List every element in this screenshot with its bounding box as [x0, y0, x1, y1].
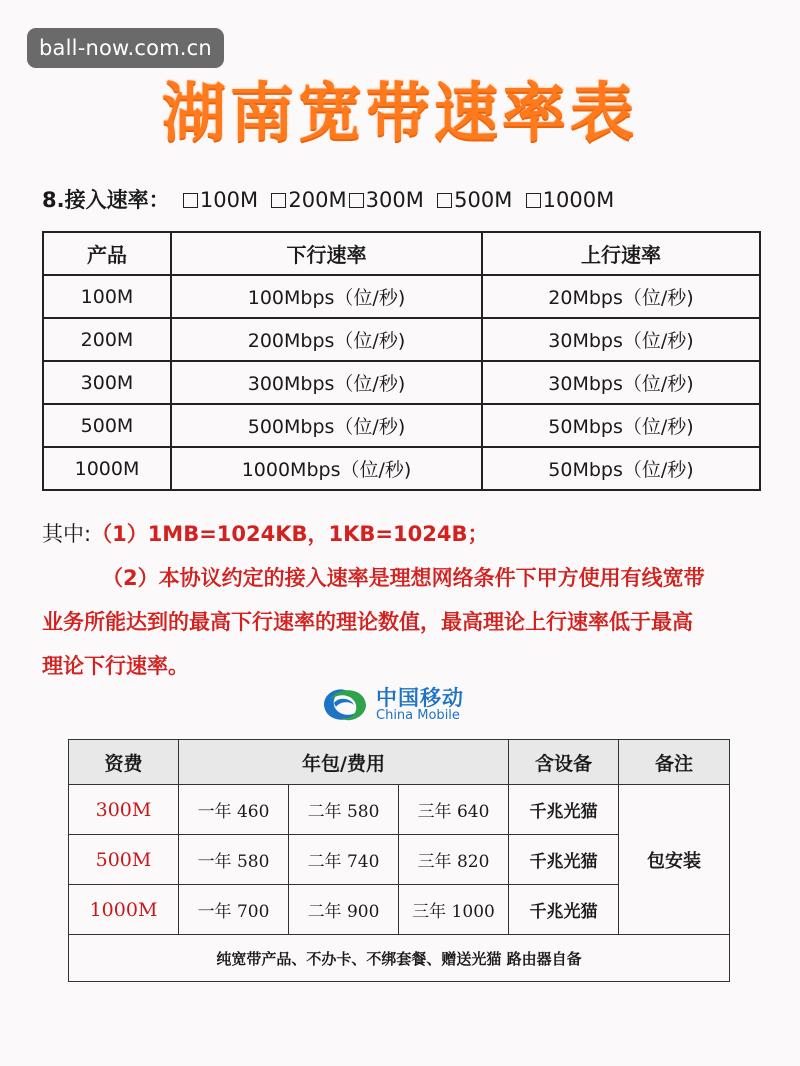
product-cell: 100M [43, 275, 171, 318]
package-cell: 1000M [69, 885, 179, 935]
remark-cell: 包安装 [619, 785, 730, 935]
year2-cell: 二年 580 [289, 785, 399, 835]
table-row [43, 404, 760, 447]
year1-cell: 一年 580 [179, 835, 289, 885]
fee-footer-row [69, 935, 730, 982]
device-cell: 千兆光猫 [509, 835, 619, 885]
notes [42, 512, 762, 688]
uplink-cell: 50Mbps（位/秒) [482, 447, 760, 490]
table-row [43, 447, 760, 490]
header-annual-package: 年包/费用 [179, 740, 509, 785]
uplink-cell: 20Mbps（位/秒) [482, 275, 760, 318]
year3-cell: 三年 1000 [399, 885, 509, 935]
device-cell: 千兆光猫 [509, 785, 619, 835]
rate-option-100m: 100M [183, 188, 258, 212]
year3-cell: 三年 640 [399, 785, 509, 835]
header-uplink: 上行速率 [482, 232, 760, 275]
table-row [43, 361, 760, 404]
china-mobile-icon [320, 683, 370, 727]
year2-cell: 二年 900 [289, 885, 399, 935]
header-fee: 资费 [69, 740, 179, 785]
year3-cell: 三年 820 [399, 835, 509, 885]
header-downlink: 下行速率 [171, 232, 482, 275]
note-2-line-3: 理论下行速率。 [42, 654, 189, 678]
uplink-cell: 30Mbps（位/秒) [482, 361, 760, 404]
header-device: 含设备 [509, 740, 619, 785]
checkbox-icon [183, 193, 198, 208]
note-1: 其中:（1）1MB=1024KB，1KB=1024B； [42, 522, 489, 546]
rate-option-500m: 500M [437, 188, 512, 212]
package-cell: 500M [69, 835, 179, 885]
rate-option-1000m: 1000M [526, 188, 615, 212]
rate-option-300m: 300M [349, 188, 424, 212]
fee-header-row [69, 740, 730, 785]
watermark: ball-now.com.cn [27, 28, 224, 68]
access-rate-label: 8.接入速率： [42, 188, 170, 212]
product-cell: 500M [43, 404, 171, 447]
china-mobile-logo [320, 682, 490, 728]
downlink-cell: 100Mbps（位/秒) [171, 275, 482, 318]
product-cell: 300M [43, 361, 171, 404]
note-2-line-1: （2）本协议约定的接入速率是理想网络条件下甲方使用有线宽带 [102, 566, 705, 590]
device-cell: 千兆光猫 [509, 885, 619, 935]
year1-cell: 一年 700 [179, 885, 289, 935]
checkbox-icon [349, 193, 364, 208]
downlink-cell: 300Mbps（位/秒) [171, 361, 482, 404]
speed-table [42, 231, 761, 491]
product-cell: 1000M [43, 447, 171, 490]
rate-option-200m: 200M [271, 188, 346, 212]
checkbox-icon [526, 193, 541, 208]
downlink-cell: 200Mbps（位/秒) [171, 318, 482, 361]
table-row [43, 318, 760, 361]
access-rate-line [42, 184, 614, 214]
note-2-line-2: 业务所能达到的最高下行速率的理论数值，最高理论上行速率低于最高 [42, 610, 693, 634]
header-product: 产品 [43, 232, 171, 275]
uplink-cell: 50Mbps（位/秒) [482, 404, 760, 447]
page-title: 湖南宽带速率表 [162, 77, 638, 151]
fee-table [68, 739, 730, 982]
uplink-cell: 30Mbps（位/秒) [482, 318, 760, 361]
checkbox-icon [437, 193, 452, 208]
year2-cell: 二年 740 [289, 835, 399, 885]
logo-cn-text: 中国移动 [376, 686, 464, 710]
table-row [43, 275, 760, 318]
year1-cell: 一年 460 [179, 785, 289, 835]
table-row [69, 785, 730, 835]
notes-lead: 其中: [42, 522, 92, 546]
product-cell: 200M [43, 318, 171, 361]
checkbox-icon [271, 193, 286, 208]
logo-en-text: China Mobile [376, 708, 460, 723]
package-cell: 300M [69, 785, 179, 835]
table-header-row [43, 232, 760, 275]
downlink-cell: 1000Mbps（位/秒) [171, 447, 482, 490]
header-remark: 备注 [619, 740, 730, 785]
fee-footer-note: 纯宽带产品、不办卡、不绑套餐、赠送光猫 路由器自备 [69, 935, 730, 982]
downlink-cell: 500Mbps（位/秒) [171, 404, 482, 447]
